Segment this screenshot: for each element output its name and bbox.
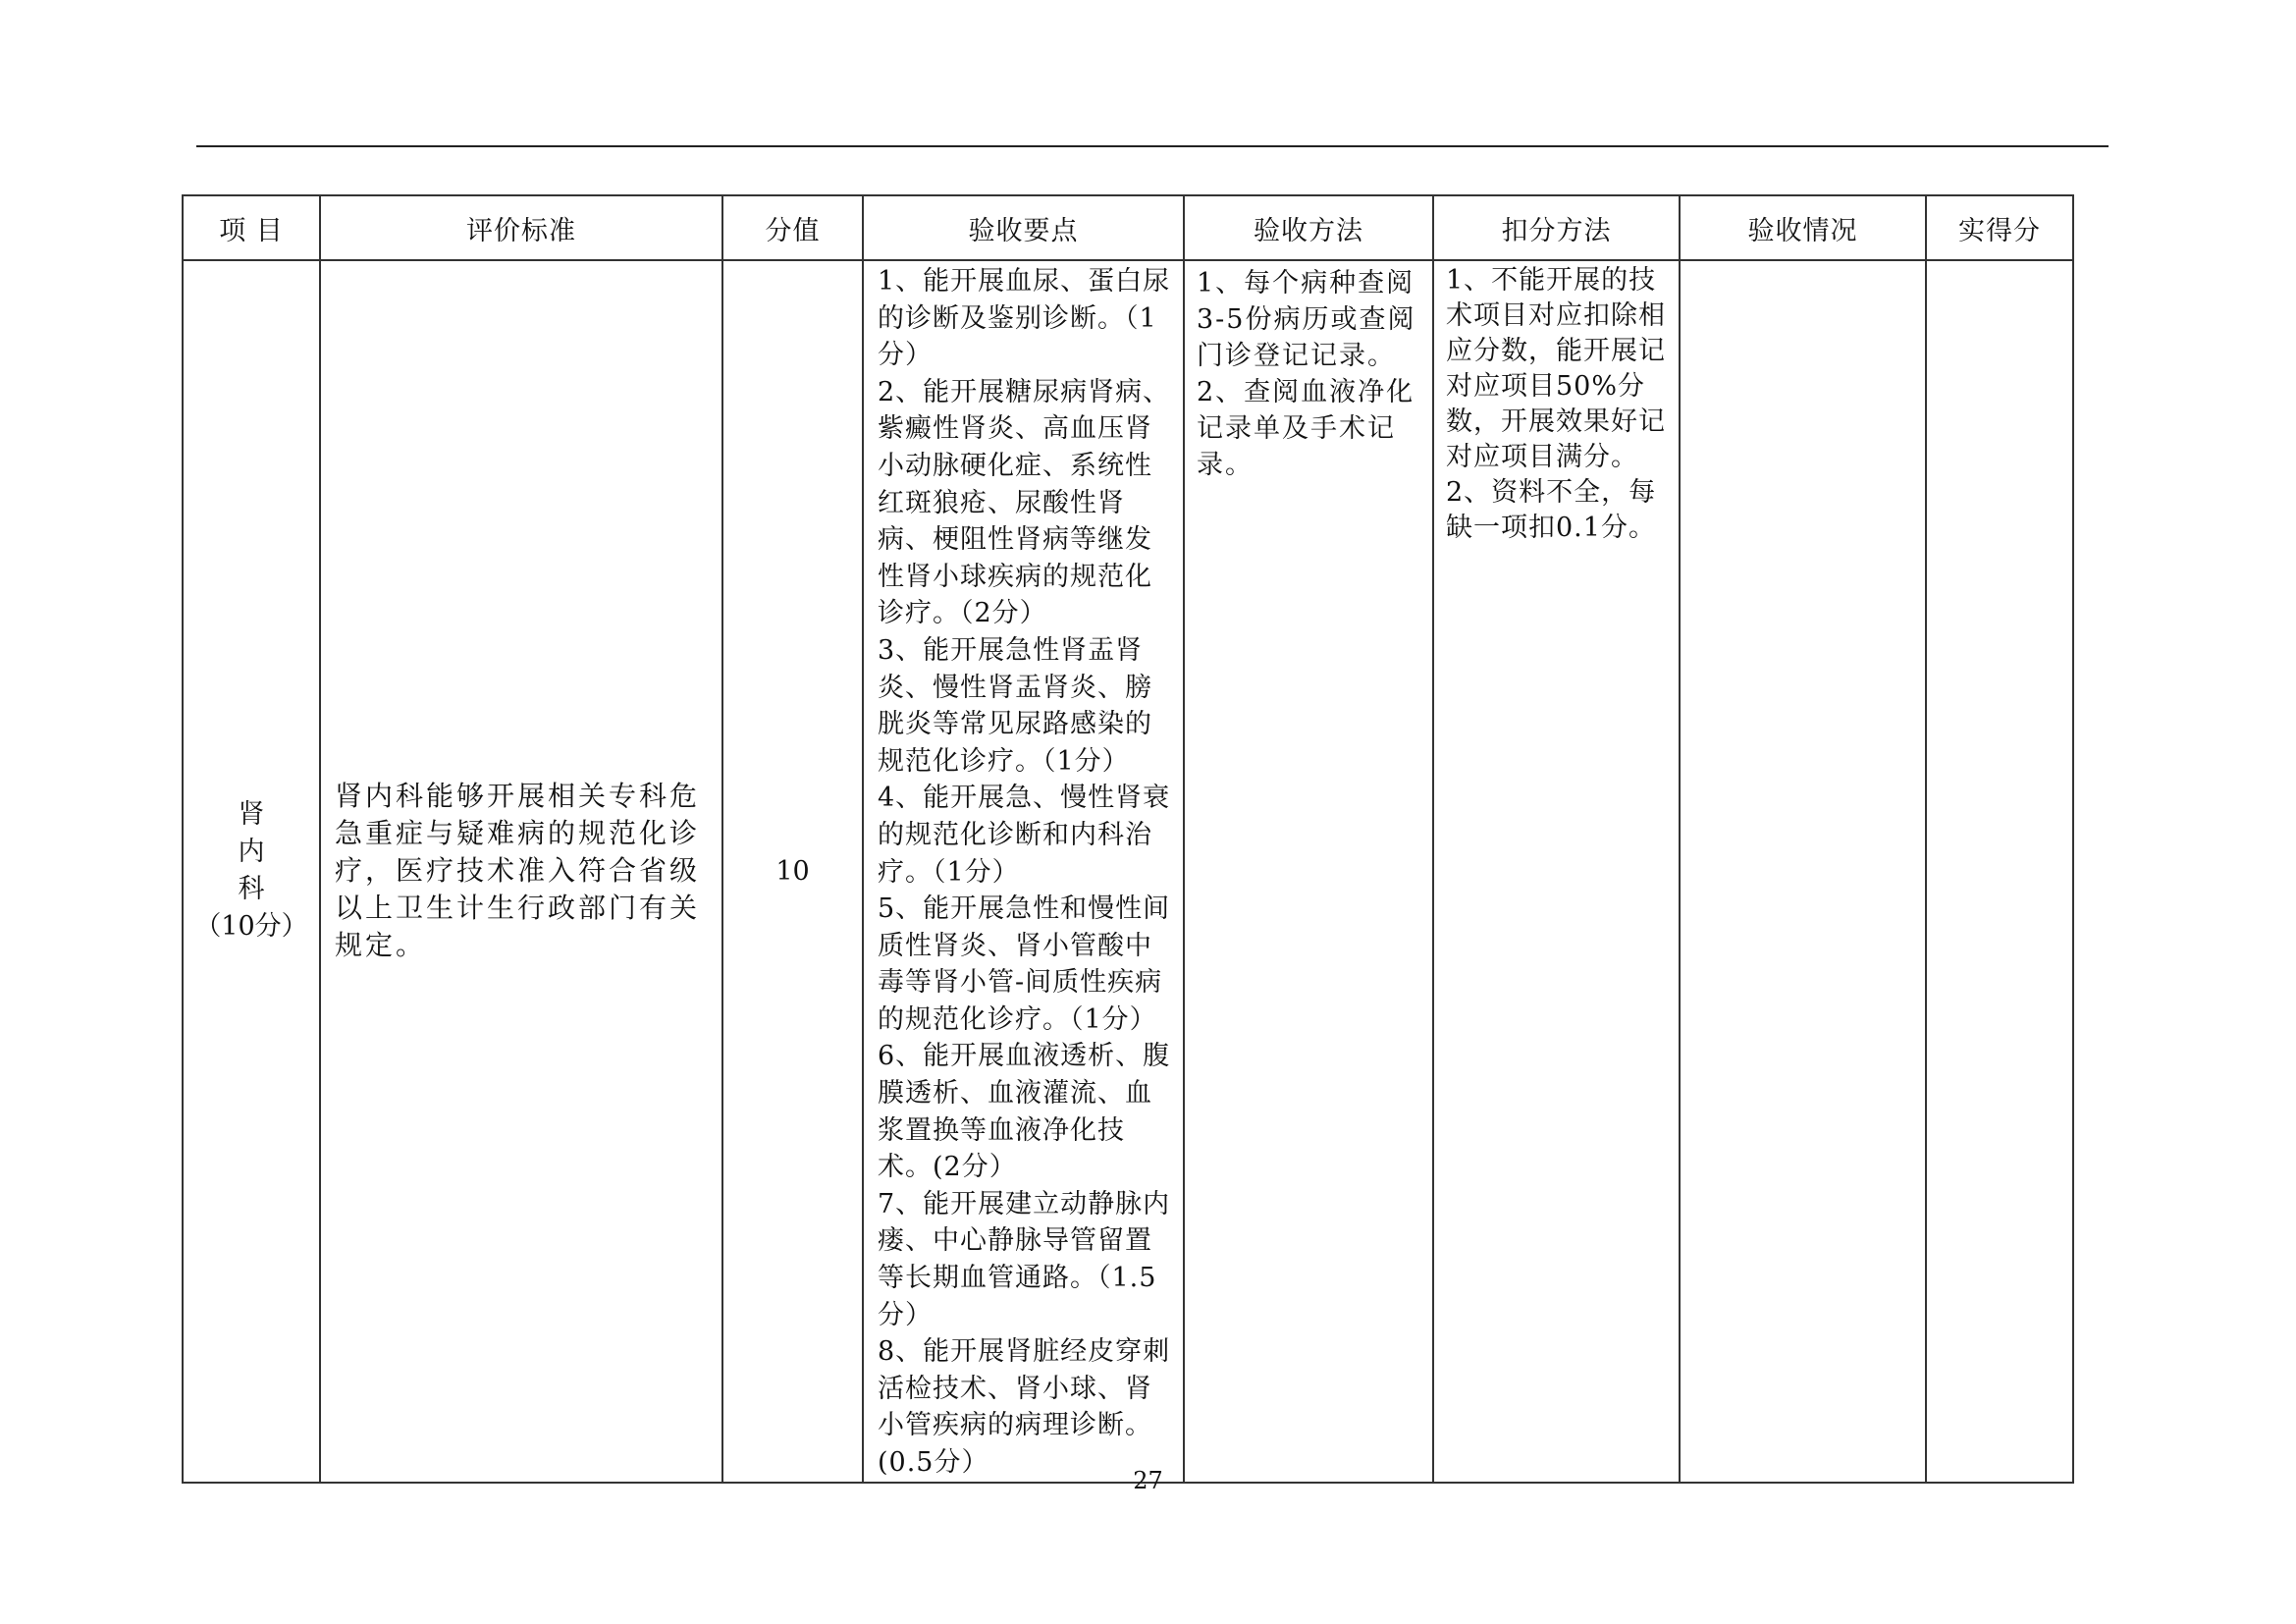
status-cell <box>1680 260 1926 1483</box>
method-cell <box>1184 260 1433 1483</box>
key-points-cell <box>863 260 1184 1483</box>
header-score: 分值 <box>722 195 863 260</box>
key-point: 5、能开展急性和慢性间质性肾炎、肾小管酸中毒等肾小管-间质性疾病的规范化诊疗。（1分） <box>878 893 1171 1035</box>
deduction-cell <box>1433 260 1680 1483</box>
item-line: 内 <box>238 837 265 868</box>
deduction-item: 2、资料不全，每缺一项扣0.1分。 <box>1446 477 1657 543</box>
evaluation-table <box>182 194 2074 1484</box>
key-point: 6、能开展血液透析、腹膜透析、血液灌流、血浆置换等血液净化技术。(2分） <box>878 1041 1171 1183</box>
key-point: 2、能开展糖尿病肾病、紫癜性肾炎、高血压肾小动脉硬化症、系统性红斑狼疮、尿酸性肾病、梗阻性肾病等继发性肾小球疾病的规范化诊疗。（2分） <box>878 376 1171 629</box>
standard-cell: 肾内科能够开展相关专科危急重症与疑难病的规范化诊疗，医疗技术准入符合省级以上卫生计生行政部门有关规定。 <box>320 260 722 1483</box>
header-item: 项 目 <box>183 195 320 260</box>
header-standard: 评价标准 <box>320 195 722 260</box>
page-number: 27 <box>1133 1467 1163 1494</box>
item-line: 科 <box>238 874 265 905</box>
item-cell <box>183 260 320 1483</box>
header-rule <box>196 145 2109 147</box>
actual-score-cell <box>1926 260 2073 1483</box>
header-key-points: 验收要点 <box>863 195 1184 260</box>
method-item: 2、查阅血液净化记录单及手术记录。 <box>1197 377 1415 480</box>
score-cell: 10 <box>722 260 863 1483</box>
key-point: 3、能开展急性肾盂肾炎、慢性肾盂肾炎、膀胱炎等常见尿路感染的规范化诊疗。（1分） <box>878 634 1152 777</box>
method-item: 1、每个病种查阅3-5份病历或查阅门诊登记记录。 <box>1197 268 1416 371</box>
header-method: 验收方法 <box>1184 195 1433 260</box>
item-line: （10分） <box>194 911 308 943</box>
key-point: 7、能开展建立动静脉内瘘、中心静脉导管留置等长期血管通路。（1.5分） <box>878 1188 1171 1330</box>
header-deduction: 扣分方法 <box>1433 195 1680 260</box>
deduction-item: 1、不能开展的技术项目对应扣除相应分数，能开展记对应项目50%分数，开展效果好记对应项目满分。 <box>1446 265 1666 472</box>
key-point: 4、能开展急、慢性肾衰的规范化诊断和内科治疗。（1分） <box>878 783 1171 888</box>
table-row <box>183 260 2073 1483</box>
item-line: 肾 <box>238 799 265 831</box>
key-point: 1、能开展血尿、蛋白尿的诊断及鉴别诊断。（1分） <box>878 266 1171 371</box>
header-actual-score: 实得分 <box>1926 195 2073 260</box>
key-point: 8、能开展肾脏经皮穿刺活检技术、肾小球、肾小管疾病的病理诊断。(0.5分） <box>878 1336 1171 1478</box>
table-header-row <box>183 195 2073 260</box>
header-status: 验收情况 <box>1680 195 1926 260</box>
